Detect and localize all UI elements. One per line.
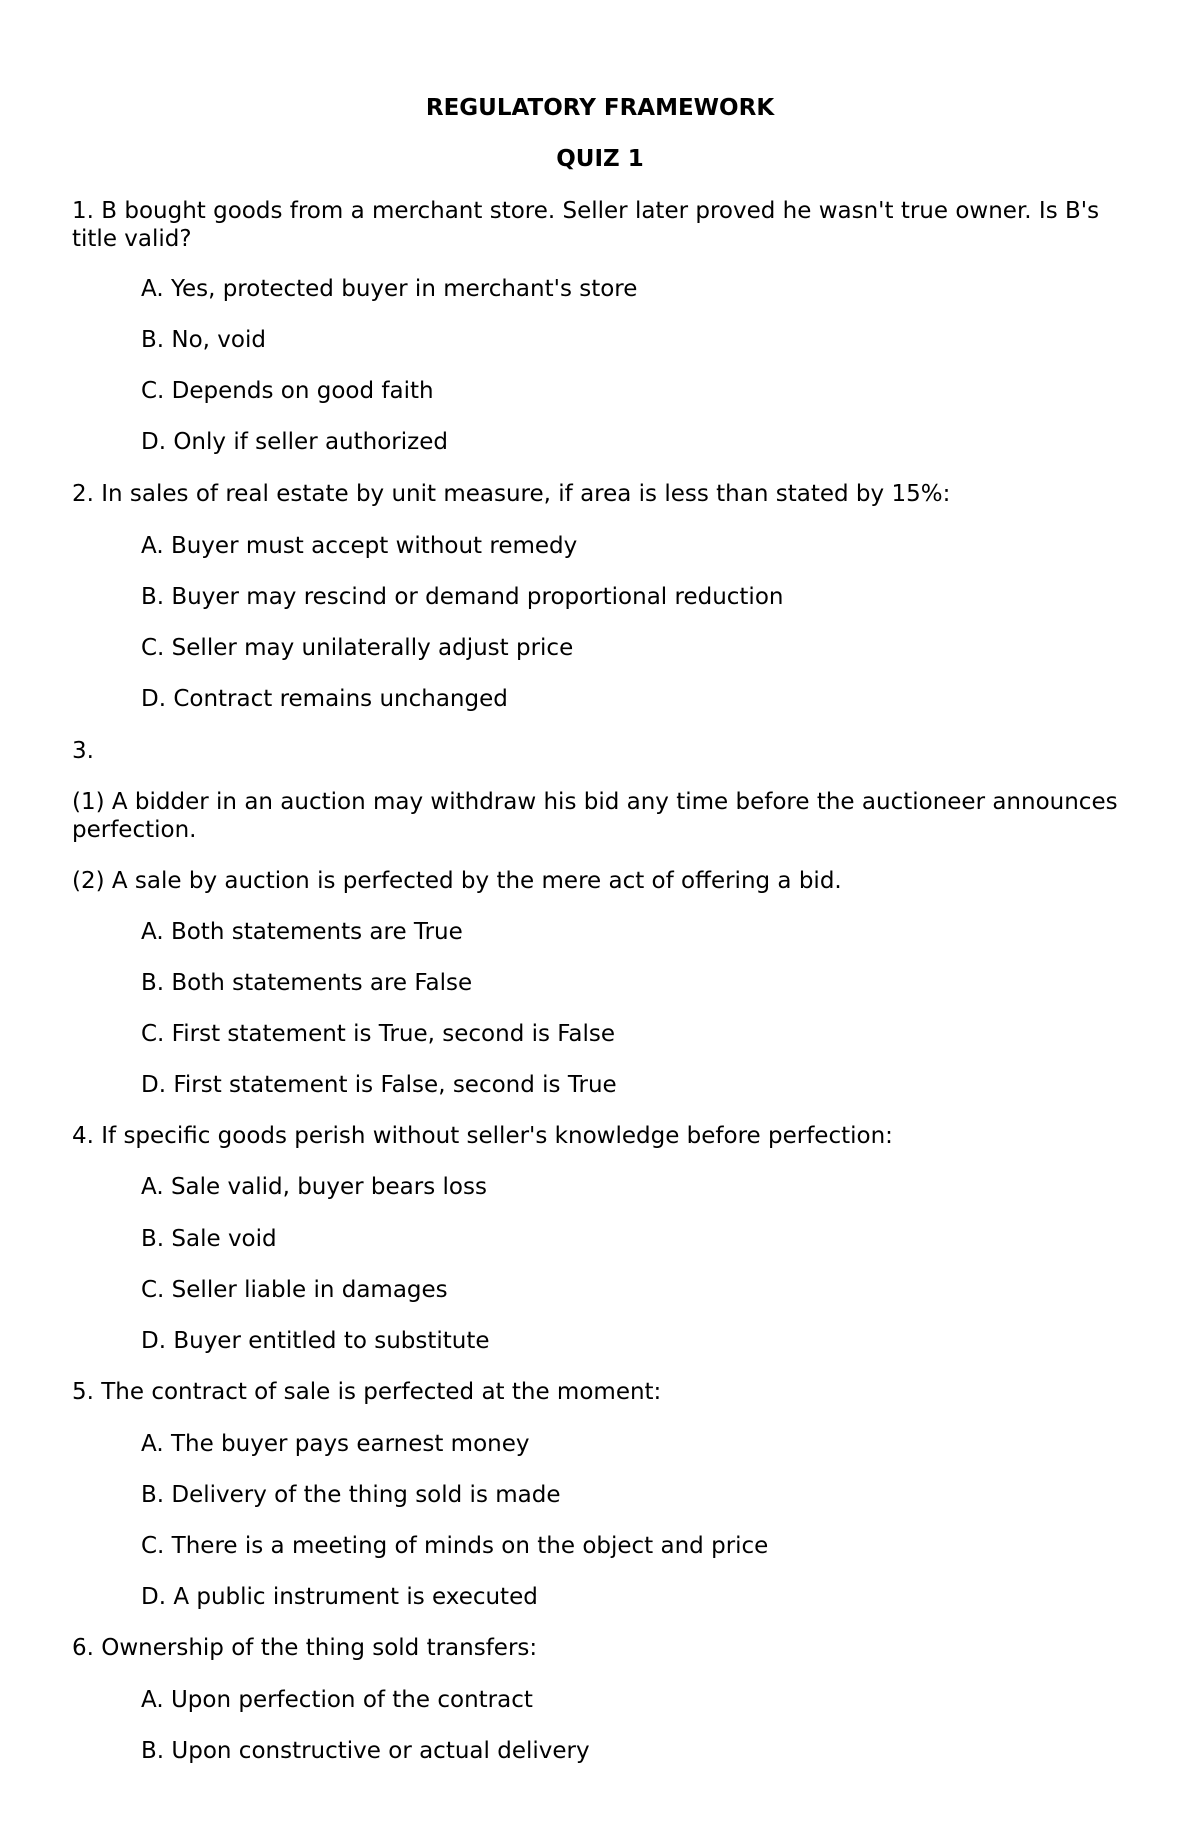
question-2-option-a: A. Buyer must accept without remedy — [141, 533, 578, 559]
question-4-option-d: D. Buyer entitled to substitute — [141, 1328, 490, 1354]
question-3-option-c: C. First statement is True, second is False — [141, 1021, 616, 1047]
question-4-option-a: A. Sale valid, buyer bears loss — [141, 1174, 487, 1200]
question-6-option-b: B. Upon constructive or actual delivery — [141, 1738, 590, 1764]
question-6-option-a: A. Upon perfection of the contract — [141, 1687, 533, 1713]
question-4-text: 4. If specific goods perish without seller's knowledge before perfection: — [72, 1123, 893, 1149]
question-1-option-b: B. No, void — [141, 327, 266, 353]
question-3-statement-1: (1) A bidder in an auction may withdraw his bid any time before the auctioneer announces perfection. — [72, 789, 1118, 843]
question-5-option-a: A. The buyer pays earnest money — [141, 1431, 530, 1457]
question-3-option-d: D. First statement is False, second is True — [141, 1072, 617, 1098]
question-4-option-b: B. Sale void — [141, 1226, 277, 1252]
question-2-option-c: C. Seller may unilaterally adjust price — [141, 635, 574, 661]
question-2-text: 2. In sales of real estate by unit measure, if area is less than stated by 15%: — [72, 481, 951, 507]
question-2-option-b: B. Buyer may rescind or demand proportional reduction — [141, 584, 784, 610]
question-1-option-a: A. Yes, protected buyer in merchant's store — [141, 276, 638, 302]
question-3-text: 3. — [72, 738, 94, 764]
question-1-text: 1. B bought goods from a merchant store. Seller later proved he wasn't true owner. Is B's title valid? — [72, 198, 1100, 252]
question-5-option-b: B. Delivery of the thing sold is made — [141, 1482, 561, 1508]
question-3-option-b: B. Both statements are False — [141, 970, 473, 996]
question-6-text: 6. Ownership of the thing sold transfers: — [72, 1635, 538, 1661]
question-3-statement-2: (2) A sale by auction is perfected by the mere act of offering a bid. — [72, 868, 842, 894]
question-1-option-d: D. Only if seller authorized — [141, 429, 448, 455]
question-3-option-a: A. Both statements are True — [141, 919, 463, 945]
question-2-option-d: D. Contract remains unchanged — [141, 686, 508, 712]
question-4-option-c: C. Seller liable in damages — [141, 1277, 448, 1303]
question-5-text: 5. The contract of sale is perfected at the moment: — [72, 1379, 662, 1405]
question-5-option-c: C. There is a meeting of minds on the object and price — [141, 1533, 769, 1559]
document-subtitle: QUIZ 1 — [556, 146, 644, 172]
question-5-option-d: D. A public instrument is executed — [141, 1584, 538, 1610]
question-1-option-c: C. Depends on good faith — [141, 378, 434, 404]
document-title: REGULATORY FRAMEWORK — [425, 95, 775, 121]
